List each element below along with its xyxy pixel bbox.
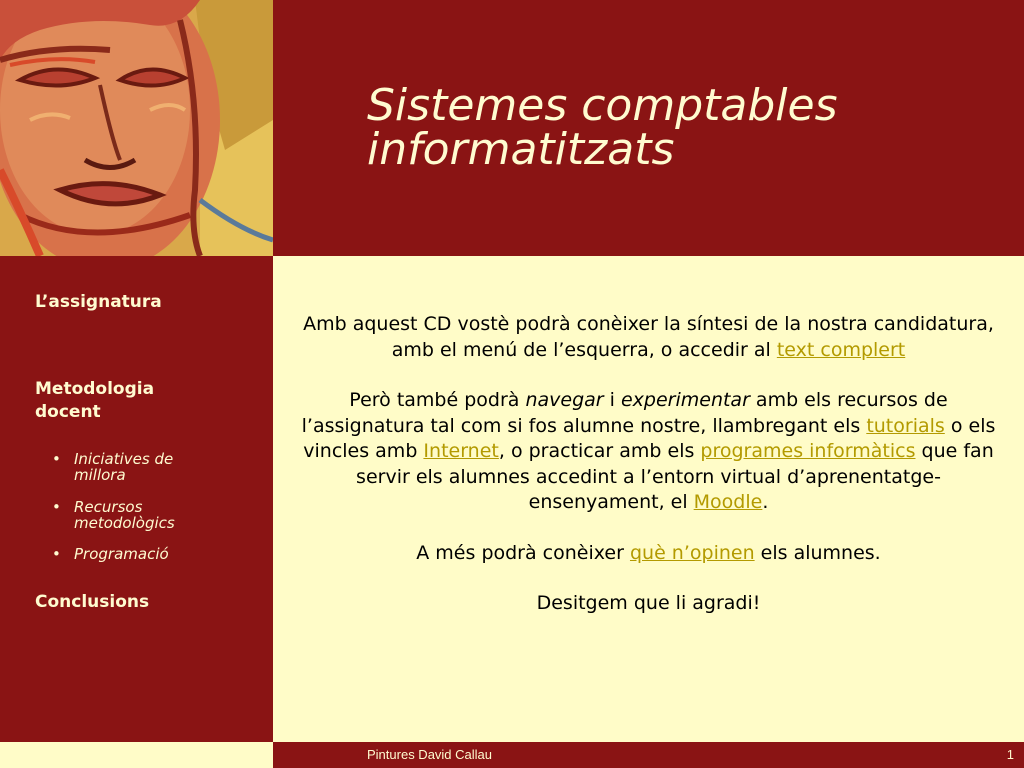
sidebar-subitem-iniciatives[interactable] xyxy=(52,451,252,483)
sidebar-item-conclusions[interactable]: Conclusions xyxy=(35,592,150,612)
text-span: o els vincles amb xyxy=(303,414,996,462)
text-span: . xyxy=(762,491,769,513)
sidebar-item-metodologia[interactable]: Metodologia docent xyxy=(35,379,155,422)
paragraph-3 xyxy=(293,541,1004,567)
main-content-area xyxy=(273,256,1024,742)
text-span: , o practicar amb els xyxy=(498,440,701,462)
link-que-nopinen[interactable]: què n’opinen xyxy=(629,541,755,564)
emphasis-navegar: navegar xyxy=(525,389,604,411)
link-text-complert[interactable]: text complert xyxy=(776,338,906,361)
sidebar-nav xyxy=(0,256,273,742)
bullet-icon: • xyxy=(52,450,61,468)
title-line-2: informatitzats xyxy=(367,124,675,175)
footer-bar xyxy=(273,742,1024,768)
link-tutorials[interactable]: tutorials xyxy=(866,414,945,437)
title-line-1: Sistemes comptables xyxy=(367,80,838,131)
intro-text xyxy=(293,312,1004,642)
sidebar-subitem-recursos[interactable] xyxy=(52,499,252,531)
sidebar-subitem-label: Programació xyxy=(74,545,169,563)
footer-left-strip xyxy=(0,742,273,768)
text-span: que fan servir els alumnes accedint a l’entorn virtual d’aprenentatge-ensenyament, el xyxy=(356,440,994,513)
header-banner xyxy=(273,0,1024,256)
header-painting xyxy=(0,0,273,256)
text-span: i xyxy=(603,389,621,411)
link-programes-informatics[interactable]: programes informàtics xyxy=(700,440,916,462)
bullet-icon: • xyxy=(52,545,61,563)
painting-image xyxy=(0,0,273,256)
paragraph-2 xyxy=(293,388,1004,516)
emphasis-experimentar: experimentar xyxy=(620,389,750,411)
paragraph-1 xyxy=(293,312,1004,363)
sidebar-subitem-label: Recursos metodològics xyxy=(74,498,175,532)
link-internet[interactable]: Internet xyxy=(423,440,499,462)
footer-credit: Pintures David Callau xyxy=(367,747,493,762)
text-span: Però també podrà xyxy=(349,389,526,411)
sidebar-item-assignatura[interactable]: L’assignatura xyxy=(35,292,162,312)
link-moodle[interactable]: Moodle xyxy=(693,491,763,513)
text-span: A més podrà conèixer xyxy=(416,541,630,564)
paragraph-4: Desitgem que li agradi! xyxy=(536,592,761,614)
sidebar-subitem-programacio[interactable] xyxy=(52,546,252,562)
text-span: Amb aquest CD vostè podrà conèixer la síntesi de la nostra candidatura, amb el menú de l’esquerra, o accedir al xyxy=(303,313,994,361)
page-number: 1 xyxy=(1006,747,1014,762)
text-span: amb els recursos de l’assignatura tal com si fos alumne nostre, llambregant els xyxy=(301,389,948,437)
page-title xyxy=(367,80,967,175)
sidebar-subitem-label: Iniciatives de millora xyxy=(74,450,174,484)
bullet-icon: • xyxy=(52,498,61,516)
text-span: els alumnes. xyxy=(754,541,881,564)
